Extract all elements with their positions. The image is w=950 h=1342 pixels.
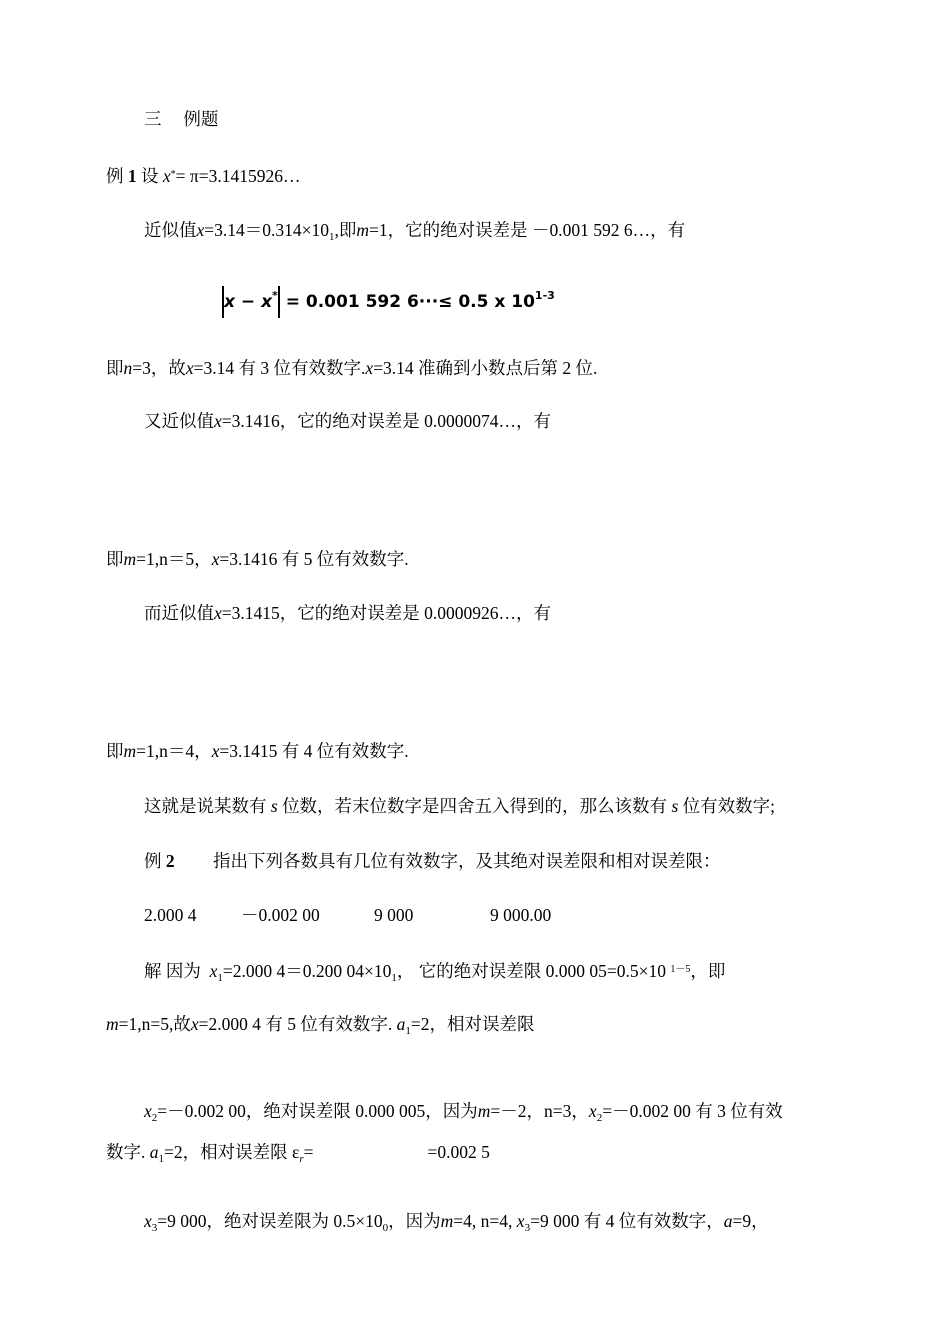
text: ，因为 bbox=[388, 1211, 441, 1231]
exponent: 1－5 bbox=[670, 964, 691, 975]
var-m: m bbox=[123, 549, 137, 569]
text: 这就是说某数有 bbox=[144, 796, 267, 816]
solution-line-5 bbox=[144, 1209, 769, 1240]
text: =3.1415 有 4 位有效数字. bbox=[219, 741, 409, 761]
exp: 1 bbox=[391, 972, 397, 984]
paragraph-approx-31415 bbox=[144, 601, 551, 625]
solution-line-3 bbox=[144, 1099, 783, 1130]
text: 指出下列各数具有几位有效数字，及其绝对误差限和相对误差限： bbox=[213, 851, 721, 871]
text: =3.1416，它的绝对误差是 0.0000074…，有 bbox=[221, 411, 552, 431]
var-x: x bbox=[190, 1014, 199, 1034]
text: 位有效数字; bbox=[682, 796, 775, 816]
var-a: a bbox=[723, 1211, 733, 1231]
example-number: 2 bbox=[165, 851, 175, 871]
text: =1,n＝4， bbox=[136, 741, 212, 761]
text: =1,n=5,故 bbox=[118, 1014, 191, 1034]
paragraph-approx-31416 bbox=[144, 409, 551, 433]
text: =9， bbox=[732, 1211, 769, 1231]
text: =－2，n=3， bbox=[490, 1101, 589, 1121]
text: 而近似值 bbox=[144, 603, 214, 623]
var-x: x bbox=[211, 741, 220, 761]
example-number: 1 bbox=[127, 166, 137, 186]
subscript: 2 bbox=[596, 1112, 603, 1124]
var-x: x bbox=[516, 1211, 525, 1231]
text: =3，故 bbox=[132, 358, 186, 378]
star: * bbox=[272, 289, 278, 302]
var-x: x bbox=[144, 1211, 152, 1231]
text: = bbox=[303, 1142, 314, 1162]
text: 位数，若末位数字是四舍五入得到的，那么该数有 bbox=[282, 796, 668, 816]
var-x: x bbox=[144, 1101, 152, 1121]
var-m: m bbox=[356, 220, 370, 240]
subscript: 2 bbox=[151, 1112, 158, 1124]
paragraph-n4 bbox=[106, 739, 409, 763]
var-x: x bbox=[209, 961, 218, 981]
paragraph-summary bbox=[144, 794, 775, 818]
text: =4, n=4, bbox=[453, 1211, 513, 1231]
text: = π=3.1415926… bbox=[175, 166, 301, 186]
text: 即 bbox=[106, 741, 124, 761]
subscript-r: r bbox=[299, 1153, 304, 1165]
text: 近似值 bbox=[144, 220, 197, 240]
var-a: a bbox=[396, 1014, 406, 1034]
exponent: 1-3 bbox=[534, 289, 555, 302]
text: =3.1416 有 5 位有效数字. bbox=[219, 549, 409, 569]
text: =1，它的绝对误差是 －0.001 592 6…，有 bbox=[369, 220, 686, 240]
var-x: x bbox=[224, 292, 235, 312]
text: ， 它的绝对误差限 0.000 05=0.5×10 bbox=[396, 961, 667, 981]
var-a: a bbox=[149, 1142, 159, 1162]
text: =9 000 有 4 位有效数字， bbox=[530, 1211, 724, 1231]
var-s: s bbox=[671, 796, 679, 816]
text: 数字. bbox=[106, 1142, 146, 1162]
text: =3.1415，它的绝对误差是 0.0000926…，有 bbox=[221, 603, 552, 623]
var-x: x bbox=[588, 1101, 597, 1121]
subscript: 3 bbox=[524, 1222, 531, 1234]
text: 又近似值 bbox=[144, 411, 214, 431]
text: =2，相对误差限 ε bbox=[164, 1142, 300, 1162]
var-m: m bbox=[123, 741, 137, 761]
text: ,即 bbox=[334, 220, 357, 240]
subscript: 1 bbox=[217, 972, 223, 984]
solution-line-4 bbox=[106, 1140, 490, 1171]
text: 解 因为 bbox=[144, 961, 201, 981]
var-x: x bbox=[162, 166, 171, 186]
var-m: m bbox=[106, 1014, 119, 1034]
text: ，即 bbox=[690, 961, 726, 981]
paragraph-n3 bbox=[106, 356, 597, 380]
text: =3.14 准确到小数点后第 2 位. bbox=[373, 358, 598, 378]
solution-line-2 bbox=[106, 1012, 535, 1043]
text: =1,n＝5， bbox=[136, 549, 212, 569]
paragraph-n5 bbox=[106, 547, 409, 571]
text: =3.14＝0.314×10 bbox=[204, 220, 330, 240]
text: 即 bbox=[106, 549, 124, 569]
var-x-star: x bbox=[261, 292, 273, 312]
var-x: x bbox=[365, 358, 374, 378]
solution-line-1 bbox=[144, 958, 725, 990]
number-4: 9 000.00 bbox=[490, 905, 552, 925]
text: =－0.002 00 有 3 位有效 bbox=[602, 1101, 783, 1121]
example-label: 例 bbox=[144, 851, 162, 871]
abs-bar-right bbox=[278, 286, 280, 318]
text: =2，相对误差限 bbox=[410, 1014, 535, 1034]
formula-abs-error bbox=[222, 279, 555, 313]
number-3: 9 000 bbox=[374, 905, 414, 925]
var-x: x bbox=[214, 603, 222, 623]
number-2: －0.002 00 bbox=[241, 905, 320, 925]
section-heading bbox=[144, 107, 218, 131]
text: 即 bbox=[106, 358, 124, 378]
number-1: 2.000 4 bbox=[144, 905, 197, 925]
section-number: 三 bbox=[144, 109, 162, 129]
example-1-heading bbox=[106, 163, 300, 188]
text: =－0.002 00，绝对误差限 0.000 005，因为 bbox=[157, 1101, 478, 1121]
section-title: 例题 bbox=[183, 109, 219, 129]
text: =2.000 4 有 5 位有效数字. bbox=[198, 1014, 393, 1034]
star: * bbox=[170, 169, 176, 180]
minus: − bbox=[234, 292, 262, 312]
paragraph-approx-314 bbox=[144, 218, 685, 249]
var-m: m bbox=[477, 1101, 491, 1121]
example-label: 例 bbox=[106, 166, 124, 186]
text: =2.000 4＝0.200 04×10 bbox=[222, 961, 392, 981]
var-x: x bbox=[214, 411, 222, 431]
text: = 0.001 592 6···≤ 0.5 x 10 bbox=[285, 292, 535, 312]
var-n: n bbox=[123, 358, 133, 378]
text: =3.14 有 3 位有效数字. bbox=[193, 358, 366, 378]
var-x: x bbox=[185, 358, 194, 378]
var-x: x bbox=[196, 220, 205, 240]
subscript: 1 bbox=[158, 1153, 164, 1165]
var-m: m bbox=[440, 1211, 454, 1231]
text: =0.002 5 bbox=[427, 1142, 490, 1162]
exp: 1 bbox=[329, 231, 335, 243]
exp: 0 bbox=[382, 1222, 389, 1234]
var-x: x bbox=[211, 549, 220, 569]
text: 设 bbox=[141, 166, 159, 186]
example-2-heading bbox=[144, 849, 721, 873]
var-s: s bbox=[270, 796, 278, 816]
subscript: 1 bbox=[405, 1025, 411, 1037]
text: =9 000，绝对误差限为 0.5×10 bbox=[157, 1211, 383, 1231]
subscript: 3 bbox=[151, 1222, 158, 1234]
